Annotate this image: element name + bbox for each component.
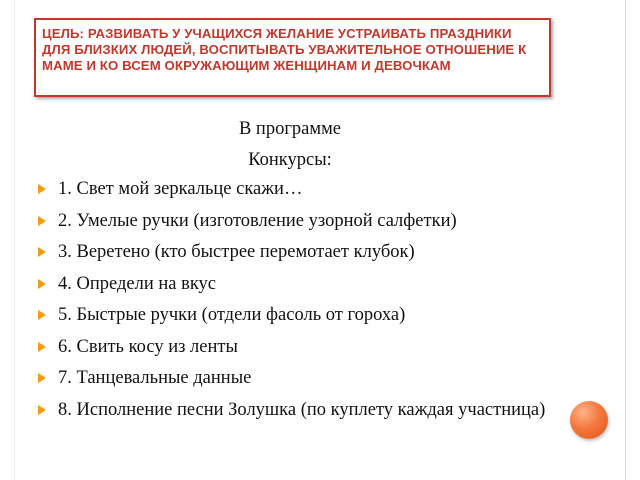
bullet-icon	[38, 216, 46, 226]
list-item	[36, 399, 556, 421]
slide-title: ЦЕЛЬ: РАЗВИВАТЬ У УЧАЩИХСЯ ЖЕЛАНИЕ УСТРАИВАТЬ ПРАЗДНИКИ ДЛЯ БЛИЗКИХ ЛЮДЕЙ, ВОСПИТЫВАТЬ УВАЖИТЕЛЬНОЕ ОТНОШЕНИЕ К МАМЕ И КО ВСЕМ ОКРУЖАЮЩИМ ЖЕНЩИНАМ И ДЕВОЧКАМ	[42, 26, 527, 73]
list-item-text: 3. Веретено (кто быстрее перемотает клубок)	[58, 242, 415, 262]
bullet-icon	[38, 310, 46, 320]
contests-heading: Конкурсы:	[248, 150, 332, 170]
list-item-text: 8. Исполнение песни Золушка (по куплету каждая участница)	[58, 399, 546, 420]
list-item-text: 4. Определи на вкус	[58, 273, 217, 294]
list-item	[36, 273, 556, 295]
slide-frame-left	[14, 0, 15, 480]
title-box	[34, 18, 551, 97]
list-item	[36, 304, 556, 326]
slide-frame-right	[625, 0, 626, 480]
bullet-icon	[38, 405, 46, 415]
list-item	[36, 178, 556, 200]
list-item-text: 5. Быстрые ручки (отдели фасоль от гороха)	[58, 305, 406, 325]
list-item	[36, 241, 556, 263]
list-item-text: 2. Умелые ручки (изготовление узорной салфетки)	[58, 210, 457, 231]
list-item	[36, 336, 556, 358]
list-item	[36, 367, 556, 389]
bullet-icon	[38, 342, 46, 352]
list-item	[36, 210, 556, 232]
decorative-orb-icon	[570, 401, 608, 439]
contest-list	[36, 178, 556, 430]
bullet-icon	[38, 247, 46, 257]
bullet-icon	[38, 279, 46, 289]
bullet-icon	[38, 373, 46, 383]
bullet-icon	[38, 184, 46, 194]
intro-line: В программе	[238, 119, 342, 139]
list-item-text: 6. Свить косу из ленты	[58, 336, 238, 357]
list-item-text: 7. Танцевальные данные	[58, 368, 252, 388]
list-item-text: 1. Свет мой зеркальце скажи…	[58, 179, 303, 199]
